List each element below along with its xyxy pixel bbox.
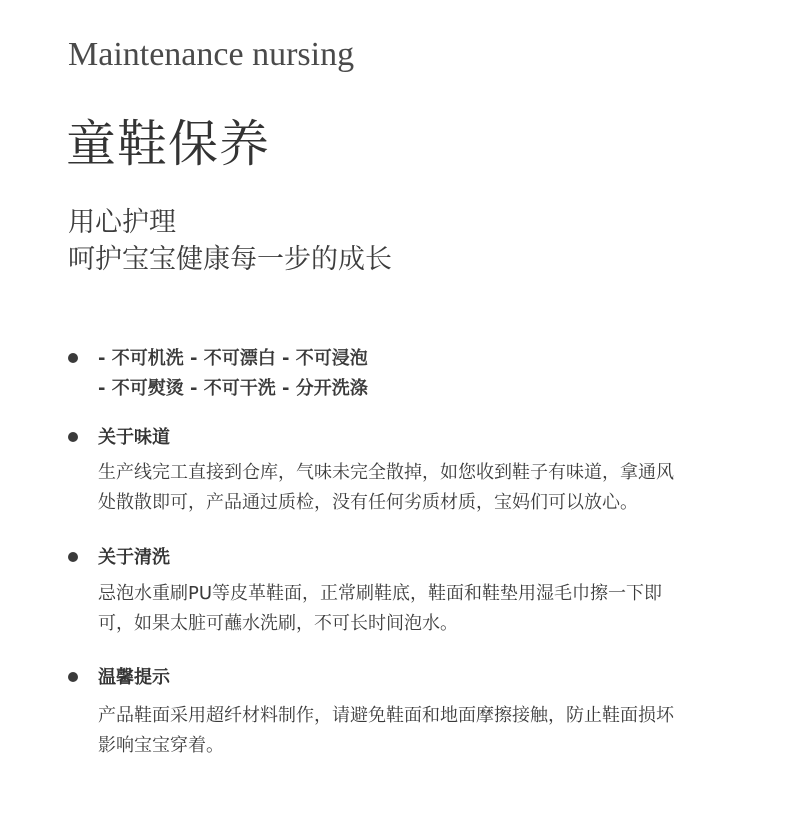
tagline [68,204,392,278]
section-line: 忌泡水重刷PU等皮革鞋面，正常刷鞋底，鞋面和鞋垫用湿毛巾擦一下即 [98,583,663,604]
bullet-icon [68,432,78,442]
section-line: 产品鞋面采用超纤材料制作，请避免鞋面和地面摩擦接触，防止鞋面损坏 [98,705,674,726]
tips-section [68,665,748,755]
bullet-icon [68,353,78,363]
smell-section [68,425,748,515]
section-heading: 温馨提示 [98,667,170,688]
section-line: 生产线完工直接到仓库，气味未完全散掉，如您收到鞋子有味道，拿通风 [98,462,674,483]
care-rules-section [68,342,748,402]
care-rules-line-2: - 不可熨烫 - 不可干洗 - 分开洗涤 [98,378,368,399]
care-rules-line-1: - 不可机洗 - 不可漂白 - 不可浸泡 [98,348,368,369]
cleaning-section [68,545,748,635]
section-heading: 关于味道 [98,427,170,448]
tagline-line-2: 呵护宝宝健康每一步的成长 [68,244,392,275]
bullet-icon [68,672,78,682]
bullet-icon [68,552,78,562]
section-line: 可，如果太脏可蘸水洗刷，不可长时间泡水。 [98,613,458,634]
section-heading: 关于清洗 [98,547,170,568]
section-line: 影响宝宝穿着。 [98,735,224,756]
tagline-line-1: 用心护理 [68,207,176,238]
page-title: 童鞋保养 [66,115,270,173]
english-subtitle: Maintenance nursing [68,36,355,73]
section-line: 处散散即可，产品通过质检，没有任何劣质材质，宝妈们可以放心。 [98,492,638,513]
